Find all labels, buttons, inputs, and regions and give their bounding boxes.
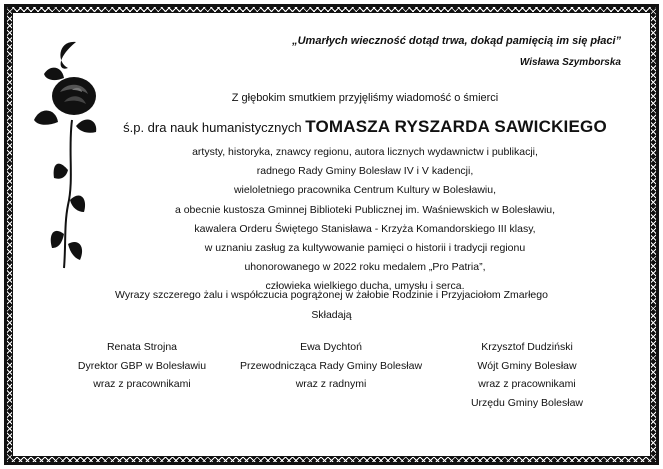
announcement-intro: Z głębokim smutkiem przyjęliśmy wiadomość o śmierci [231,92,499,104]
quote-author: Wisława Szymborska [519,57,621,68]
signatory-line: wraz z pracownikami [93,378,191,390]
bio-line: artysty, historyka, znawcy regionu, autora licznych wydawnictw i publikacji, [192,146,538,158]
signatory-line: wraz z pracownikami [478,378,576,390]
bio-line: a obecnie kustosza Gminnej Biblioteki Publicznej im. Waśniewskich w Bolesławiu, [174,203,556,216]
signatory-line: Renata Strojna [106,341,178,353]
biography [120,143,610,297]
black-rose-icon [28,30,100,270]
condolence-text: Wyrazy szczerego żalu i współczucia pogrążonej w żałobie Rodzinie i Przyjaciołom Zmarłego [115,289,548,301]
bio-line: kawalera Orderu Świętego Stanisława - Krzyża Komandorskiego III klasy, [194,222,536,235]
signatory-line: wraz z radnymi [295,378,367,390]
signatory-line: Wójt Gminy Bolesław [477,359,577,372]
signatory-gbp [42,338,242,394]
signatory-line: Przewodnicząca Rady Gminy Bolesław [239,359,423,372]
sign-intro: Składają [311,309,352,321]
deceased-name-line [120,117,610,137]
bio-line: wieloletniego pracownika Centrum Kultury w Bolesławiu, [233,184,497,197]
signatory-line: Dyrektor GBP w Bolesławiu [77,359,207,372]
bio-line: w uznaniu zasług za kultywowanie pamięci o historii i tradycji regionu [204,241,526,254]
signatory-mayor [427,338,627,412]
deceased-title: ś.p. dra nauk humanistycznych [123,120,302,135]
bio-line: uhonorowanego w 2022 roku medalem „Pro Patria”, [244,261,486,274]
signatory-line: Urzędu Gminy Bolesław [470,396,584,409]
bio-line: człowieka wielkiego ducha, umysłu i serca. [265,280,465,293]
signatory-line: Ewa Dychtoń [300,341,362,353]
signatory-line: Krzysztof Dudziński [481,341,573,353]
bio-line: radnego Rady Gminy Bolesław IV i V kadencji, [256,165,474,178]
deceased-name: TOMASZA RYSZARDA SAWICKIEGO [305,117,607,136]
memorial-quote: „Umarłych wieczność dotąd trwa, dokąd pamięcią im się płaci” [292,35,621,47]
signatory-council [231,338,431,394]
